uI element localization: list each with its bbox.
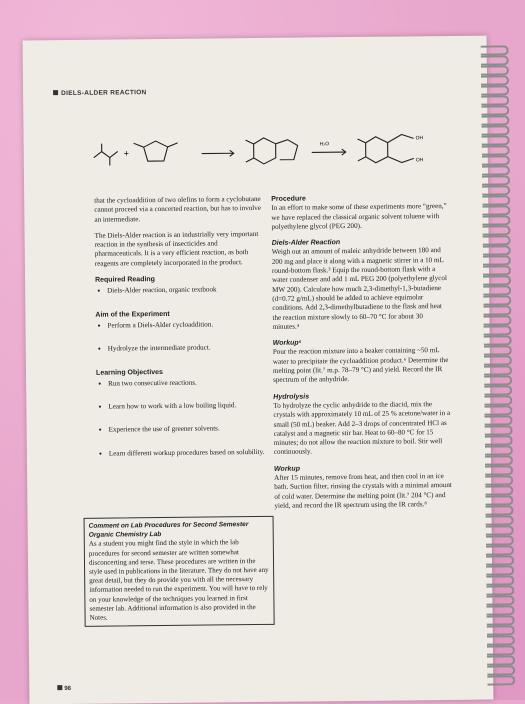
spiral-loop — [487, 645, 515, 655]
spiral-loop — [482, 155, 510, 165]
workup-paragraph: Pour the reaction mixture into a beaker containing ~50 mL water to precipitate the cycloaddition product.⁶ Determine the melting point (lit.⁷ m.p. 78–79 °C) and yield. Record the IR spectrum of the anhydride. — [273, 346, 451, 385]
spiral-loop — [487, 625, 515, 635]
spiral-loop — [483, 225, 511, 235]
list-item: • Diels-Alder reaction, organic textbook — [95, 285, 265, 296]
diels-alder-paragraph: The Diels-Alder reaction is an industrially very important reaction in the synthesis of insecticides and pharmaceuticals. It is a very efficient reaction, as both reagents are completely incorporated in the product. — [95, 230, 265, 269]
spiral-loop — [486, 555, 514, 565]
spiral-loop — [482, 145, 510, 155]
spiral-loop — [481, 95, 509, 105]
spiral-loop — [482, 175, 510, 185]
spiral-loop — [486, 575, 514, 585]
aim-heading: Aim of the Experiment — [95, 309, 265, 320]
spiral-loop — [485, 445, 513, 455]
spiral-loop — [482, 205, 510, 215]
spiral-loop — [482, 185, 510, 195]
spiral-loop — [481, 105, 509, 115]
spiral-loop — [484, 345, 512, 355]
spiral-loop — [484, 405, 512, 415]
comment-box — [84, 516, 275, 627]
spiral-loop — [483, 315, 511, 325]
objectives-list — [96, 378, 267, 459]
spiral-loop — [483, 295, 511, 305]
spiral-loop — [483, 255, 511, 265]
spiral-loop — [485, 505, 513, 515]
spiral-loop — [483, 305, 511, 315]
spiral-loop — [483, 275, 511, 285]
hydrolysis-heading: Hydrolysis — [273, 391, 451, 402]
workup2-paragraph: After 15 minutes, remove from heat, and then cool in an ice bath. Suction filter, rinsing the crystals with a minimal amount of cold water. Determine the melting point (lit.⁷ 204 °C) and yield, and record the IR spectrum using the IR cards.⁸ — [274, 472, 452, 511]
procedure-heading: Procedure — [271, 193, 449, 204]
spiral-loop — [487, 655, 515, 665]
spiral-loop — [483, 265, 511, 275]
spiral-loop — [485, 495, 513, 505]
spiral-loop — [484, 375, 512, 385]
spiral-loop — [482, 215, 510, 225]
hydrolysis-paragraph: To hydrolyze the cyclic anhydride to the diacid, mix the crystals with approximately 10 mL of 25 % acetone/water in a small (50 mL) beaker. Add 2–3 drops of concentrated HCl as catalyst and a magnetic stir bar. Heat to 60–80 °C for 15 minutes; do not allow the reaction mixture to boil. Stir well continuously. — [273, 400, 452, 458]
procedure-paragraph: In an effort to make some of these experiments more “green,” we have replaced the classical organic solvent toluene with polyethylene glycol (PEG 200). — [271, 202, 449, 232]
spiral-loop — [484, 415, 512, 425]
objectives-heading: Learning Objectives — [96, 366, 266, 377]
list-item: • Hydrolyze the intermediate product. — [96, 343, 266, 354]
spiral-loop — [482, 165, 510, 175]
page-number: 98 — [57, 685, 71, 692]
spiral-loop — [484, 335, 512, 345]
comment-title: Comment on Lab Procedures for Second Semester Organic Chemistry Lab — [89, 520, 269, 540]
spiral-loop — [485, 425, 513, 435]
spiral-loop — [487, 665, 515, 675]
left-column — [94, 195, 267, 473]
list-item: • Run two consecutive reactions. — [96, 378, 266, 389]
right-column — [271, 193, 452, 518]
comment-body: As a student you might find the style in which the lab procedures for second semester are written somewhat disconcerting and terse. These procedures are written in the style used in publications in the literature. They do not have any great detail, but they do provide you with all the necessary information needed to run the experiment. You will have to rely on your knowledge of the techniques you learned in first semester lab. Additional information is also provided in the Notes. — [89, 538, 270, 623]
workup2-heading: Workup — [274, 463, 452, 474]
spiral-loop — [484, 325, 512, 335]
spiral-loop — [487, 635, 515, 645]
list-item: • Experience the use of greener solvents. — [97, 424, 267, 435]
list-item: • Perform a Diels-Alder cycloaddition. — [95, 320, 265, 331]
water-label: H₂O — [320, 141, 330, 147]
aim-list — [95, 320, 265, 354]
diels-alder-procedure: Weigh out an amount of maleic anhydride between 180 and 200 mg and place it along with a magnetic stirrer in a 10 mL round-bottom flask.³ Equip the round-bottom flask with a water condenser and add 1 mL PEG 200 (polyethylene glycol MW 200). Calculate how much 2,3-dimethyl-1,3-butadiene (d=0.72 g/mL) should be added to achieve equimolar conditions. Add 2,3-dimethylbutadiene to the flask and heat the reaction mixture slowly to 60–70 °C for about 30 minutes.⁴ — [272, 246, 451, 332]
notebook-page — [23, 36, 494, 704]
spiral-loop — [484, 395, 512, 405]
spiral-loop — [481, 65, 509, 75]
spiral-loop — [481, 55, 509, 65]
reaction-scheme — [83, 104, 474, 188]
oh-label-bottom: OH — [416, 157, 424, 163]
spiral-loop — [486, 525, 514, 535]
spiral-loop — [481, 45, 509, 55]
diels-alder-heading: Diels-Alder Reaction — [272, 237, 450, 248]
spiral-loop — [485, 475, 513, 485]
list-item: • Learn different workup procedures based on solubility. — [97, 448, 267, 459]
oh-label-top: OH — [416, 135, 424, 141]
spiral-loop — [483, 285, 511, 295]
spiral-loop — [485, 485, 513, 495]
required-reading-list — [95, 285, 265, 296]
list-item: • Learn how to work with a low boiling liquid. — [96, 401, 266, 412]
spiral-loop — [487, 675, 515, 685]
required-reading-heading: Required Reading — [95, 274, 265, 285]
spiral-loop — [481, 125, 509, 135]
spiral-loop — [485, 455, 513, 465]
spiral-loop — [486, 535, 514, 545]
spiral-loop — [481, 75, 509, 85]
spiral-loop — [486, 585, 514, 595]
spiral-loop — [483, 245, 511, 255]
intro-paragraph: that the cycloaddition of two olefins to form a cyclobutane cannot proceed via a concerted reaction, but has to involve an intermediate. — [94, 195, 264, 225]
spiral-loop — [486, 515, 514, 525]
spiral-loop — [484, 385, 512, 395]
plus-sign: + — [124, 148, 129, 158]
spiral-loop — [484, 365, 512, 375]
reaction-scheme-drawing — [83, 104, 474, 188]
spiral-loop — [481, 85, 509, 95]
spiral-loop — [486, 565, 514, 575]
running-head: DIELS-ALDER REACTION — [53, 89, 147, 97]
spiral-loop — [484, 355, 512, 365]
spiral-loop — [486, 595, 514, 605]
spiral-loop — [481, 115, 509, 125]
spiral-loop — [485, 435, 513, 445]
spiral-loop — [487, 615, 515, 625]
spiral-loop — [482, 135, 510, 145]
spiral-loop — [482, 195, 510, 205]
spiral-loop — [483, 235, 511, 245]
spiral-loop — [485, 465, 513, 475]
spiral-loop — [486, 545, 514, 555]
workup-heading: Workup⁵ — [273, 337, 451, 348]
spiral-loop — [486, 605, 514, 615]
